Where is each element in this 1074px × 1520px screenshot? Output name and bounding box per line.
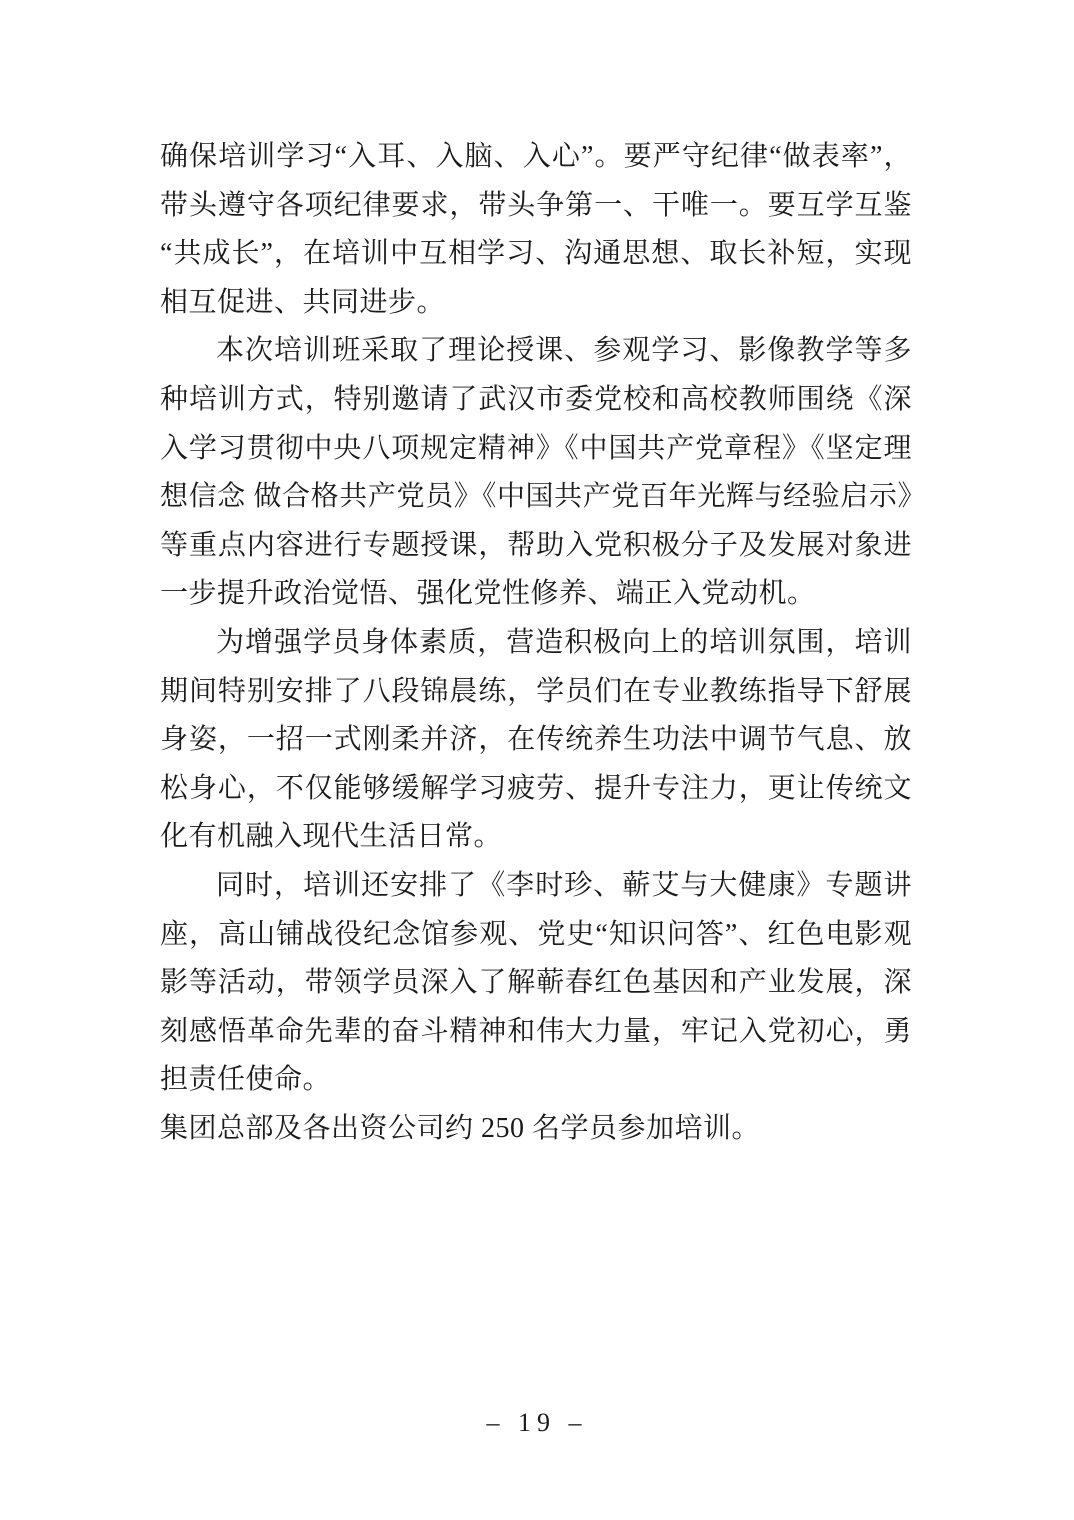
paragraph-1: 确保培训学习“入耳、入脑、入心”。要严守纪律“做表率”，带头遵守各项纪律要求，带头争第一、干唯一。要互学互鉴“共成长”，在培训中互相学习、沟通思想、取长补短，实现相互促进、共同进步。 bbox=[160, 141, 912, 318]
paragraph-3: 为增强学员身体素质，营造积极向上的培训氛围，培训期间特别安排了八段锦晨练，学员们在专业教练指导下舒展身姿，一招一式刚柔并济，在传统养生功法中调节气息、放松身心，不仅能够缓解学习疲劳、提升专注力，更让传统文化有机融入现代生活日常。 bbox=[160, 626, 912, 853]
paragraph-2: 本次培训班采取了理论授课、参观学习、影像教学等多种培训方式，特别邀请了武汉市委党校和高校教师围绕《深入学习贯彻中央八项规定精神》《中国共产党章程》《坚定理想信念 做合格共产党员》《中国共产党百年光辉与经验启示》等重点内容进行专题授课，帮助入党积极分子及发展对象进一步提升政治觉悟、强化党性修养、端正入党动机。 bbox=[160, 335, 912, 610]
paragraph-5: 集团总部及各出资公司约 250 名学员参加培训。 bbox=[160, 1112, 761, 1144]
paragraph-4: 同时，培训还安排了《李时珍、蕲艾与大健康》专题讲座，高山铺战役纪念馆参观、党史“知识问答”、红色电影观影等活动，带领学员深入了解蕲春红色基因和产业发展，深刻感悟革命先辈的奋斗精神和伟大力量，牢记入党初心，勇担责任使命。 bbox=[160, 869, 912, 1096]
page-number: – 19 – bbox=[486, 1408, 588, 1437]
document-body bbox=[160, 133, 912, 1153]
